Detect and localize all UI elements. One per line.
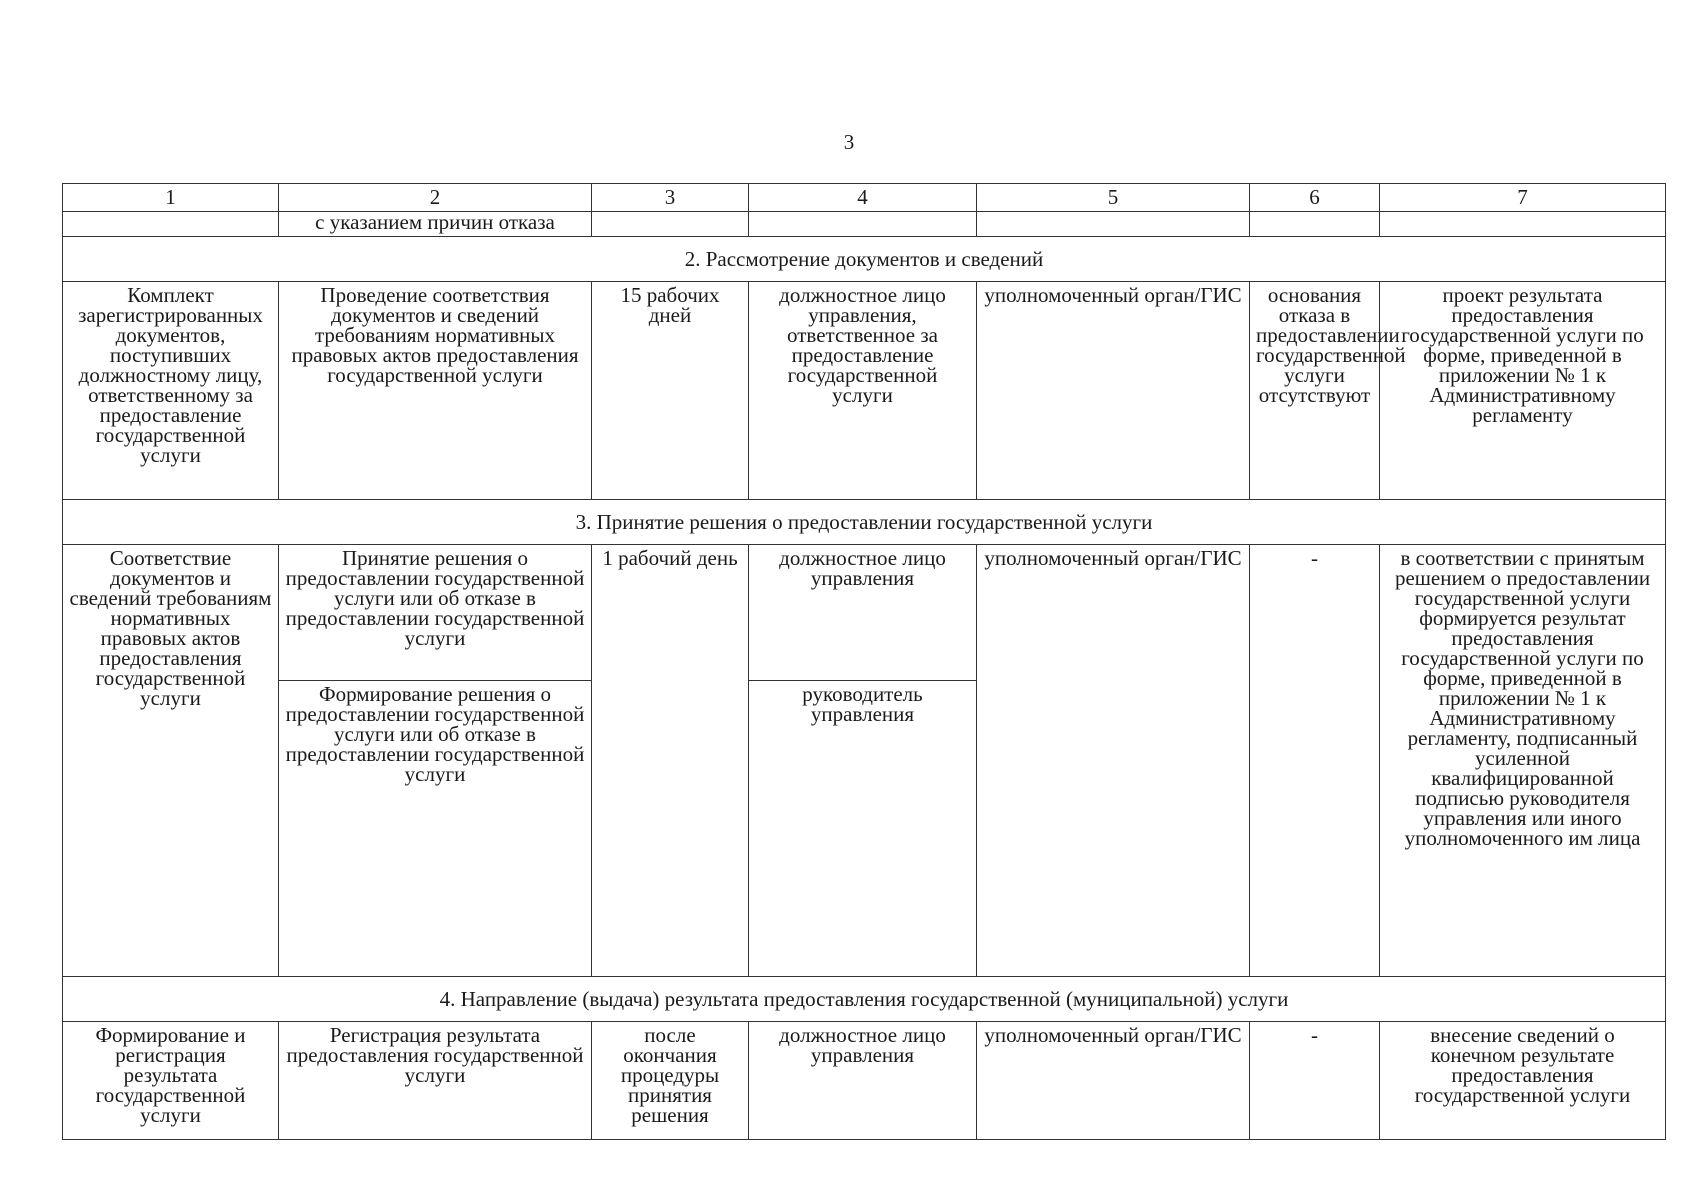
s2-term-cell: 15 рабочих дней: [592, 282, 749, 500]
header-col-5: 5: [977, 184, 1250, 212]
s2-criteria-cell: основания отказа в предоставлении государственной услуги отсутствуют: [1250, 282, 1380, 500]
section-2-title: 2. Рассмотрение документов и сведений: [63, 237, 1666, 282]
section-3-row-a: [63, 545, 1666, 681]
cont-col-4: [749, 212, 977, 237]
header-col-1: 1: [63, 184, 279, 212]
s3-responsible-b-cell: руководитель управления: [749, 681, 977, 977]
s4-term-cell: после окончания процедуры принятия решения: [592, 1022, 749, 1140]
section-4-row: [63, 1022, 1666, 1140]
section-4-title: 4. Направление (выдача) результата предоставления государственной (муниципальной) услуги: [63, 977, 1666, 1022]
cont-col-1: [63, 212, 279, 237]
s3-action-b-cell: Формирование решения о предоставлении государственной услуги или об отказе в предоставлении государственной услуги: [279, 681, 592, 977]
s3-criteria-cell: -: [1250, 545, 1380, 977]
s3-basis-cell: Соответствие документов и сведений требованиям нормативных правовых актов предоставления государственной услуги: [63, 545, 279, 977]
cont-col-3: [592, 212, 749, 237]
s3-place-cell: уполномоченный орган/ГИС: [977, 545, 1250, 977]
header-col-2: 2: [279, 184, 592, 212]
page-number: 3: [843, 130, 855, 154]
s2-responsible-cell: должностное лицо управления, ответственное за предоставление государственной услуги: [749, 282, 977, 500]
continuation-row: [63, 212, 1666, 237]
s3-responsible-a-cell: должностное лицо управления: [749, 545, 977, 681]
header-row: [63, 184, 1666, 212]
cont-col-5: [977, 212, 1250, 237]
section-2-row: [63, 282, 1666, 500]
header-col-4: 4: [749, 184, 977, 212]
s4-result-cell: внесение сведений о конечном результате предоставления государственной услуги: [1380, 1022, 1666, 1140]
s2-result-cell: проект результата предоставления государственной услуги по форме, приведенной в приложении № 1 к Административному регламенту: [1380, 282, 1666, 500]
cont-col-2: с указанием причин отказа: [279, 212, 592, 237]
section-3-title: 3. Принятие решения о предоставлении государственной услуги: [63, 500, 1666, 545]
cont-col-7: [1380, 212, 1666, 237]
s2-basis-cell: Комплект зарегистрированных документов, поступивших должностному лицу, ответственному за предоставление государственной услуги: [63, 282, 279, 500]
s2-place-cell: уполномоченный орган/ГИС: [977, 282, 1250, 500]
s4-responsible-cell: должностное лицо управления: [749, 1022, 977, 1140]
section-3-header: [63, 500, 1666, 545]
s2-action-cell: Проведение соответствия документов и сведений требованиям нормативных правовых актов предоставления государственной услуги: [279, 282, 592, 500]
s4-criteria-cell: -: [1250, 1022, 1380, 1140]
s3-action-a-cell: Принятие решения о предоставлении государственной услуги или об отказе в предоставлении государственной услуги: [279, 545, 592, 681]
cont-col-6: [1250, 212, 1380, 237]
header-col-6: 6: [1250, 184, 1380, 212]
s4-place-cell: уполномоченный орган/ГИС: [977, 1022, 1250, 1140]
header-col-3: 3: [592, 184, 749, 212]
s3-result-cell: в соответствии с принятым решением о предоставлении государственной услуги формируется результат предоставления государственной услуги по форме, приведенной в приложении № 1 к Административному регламенту, подписанный усиленной квалифицированной подписью руководителя управления или иного уполномоченного им лица: [1380, 545, 1666, 977]
section-2-header: [63, 237, 1666, 282]
section-4-header: [63, 977, 1666, 1022]
s4-action-cell: Регистрация результата предоставления государственной услуги: [279, 1022, 592, 1140]
header-col-7: 7: [1380, 184, 1666, 212]
s4-basis-cell: Формирование и регистрация результата государственной услуги: [63, 1022, 279, 1140]
procedure-table: [62, 183, 1666, 1140]
s3-term-cell: 1 рабочий день: [592, 545, 749, 977]
